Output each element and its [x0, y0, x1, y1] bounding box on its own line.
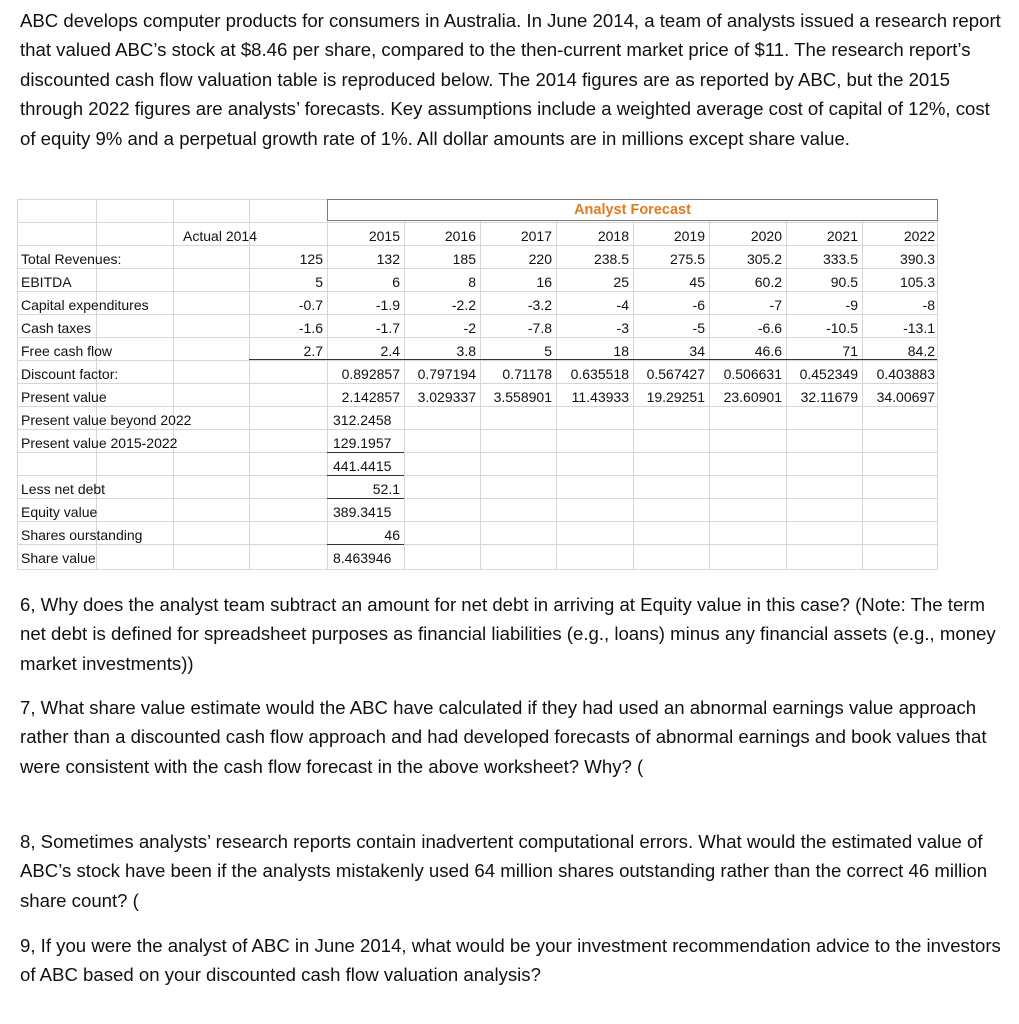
summary-value: 389.3415: [333, 504, 392, 520]
summary-label: Share value: [21, 550, 96, 566]
forecast-value: 25: [613, 274, 629, 290]
forecast-value: -1.9: [375, 297, 400, 313]
forecast-value: 220: [528, 251, 552, 267]
forecast-value: 5: [544, 343, 552, 359]
forecast-value: 71: [842, 343, 858, 359]
forecast-value: -6: [692, 297, 705, 313]
dcf-valuation-table: [17, 199, 938, 570]
summary-value: 312.2458: [333, 412, 392, 428]
forecast-value: -1.7: [375, 320, 400, 336]
net-debt-rule: [327, 498, 404, 499]
forecast-value: 60.2: [754, 274, 782, 290]
summary-value: 441.4415: [333, 458, 392, 474]
forecast-value: 305.2: [746, 251, 782, 267]
row-label: Free cash flow: [21, 343, 113, 359]
forecast-value: 0.71178: [502, 366, 552, 382]
row-label: Capital expenditures: [21, 297, 149, 313]
summary-value: 8.463946: [333, 550, 392, 566]
forecast-value: 18: [613, 343, 629, 359]
forecast-value: -2.2: [451, 297, 476, 313]
forecast-value: -3: [616, 320, 629, 336]
forecast-value: 11.43933: [571, 389, 629, 405]
forecast-value: 90.5: [830, 274, 858, 290]
summary-label: Equity value: [21, 504, 98, 520]
forecast-value: -13.1: [903, 320, 935, 336]
forecast-value: 275.5: [669, 251, 705, 267]
forecast-value: 84.2: [907, 343, 935, 359]
forecast-value: -6.6: [757, 320, 782, 336]
actual-value: 125: [299, 251, 323, 267]
actual-value: -0.7: [298, 297, 323, 313]
actual-value: 2.7: [303, 343, 323, 359]
forecast-value: 34: [689, 343, 705, 359]
forecast-value: 23.60901: [723, 389, 782, 405]
forecast-value: 45: [689, 274, 705, 290]
forecast-value: -10.5: [826, 320, 858, 336]
forecast-value: 19.29251: [646, 389, 705, 405]
year-header: 2021: [826, 228, 858, 244]
forecast-value: 2.142857: [341, 389, 400, 405]
forecast-value: 132: [376, 251, 400, 267]
forecast-value: 32.11679: [800, 389, 858, 405]
forecast-value: 0.452349: [799, 366, 858, 382]
year-header: 2016: [444, 228, 476, 244]
row-label: Discount factor:: [21, 366, 119, 382]
forecast-value: 8: [468, 274, 476, 290]
year-header: 2019: [673, 228, 705, 244]
row-label: Cash taxes: [21, 320, 92, 336]
forecast-value: 3.8: [456, 343, 476, 359]
question-7: 7, What share value estimate would the ABC have calculated if they had used an abnormal earnings value approach rather than a discounted cash flow approach and had developed forecasts of abnormal earnings and book values that were consistent with the cash flow forecast in the above worksheet? Why? (: [20, 697, 987, 777]
forecast-value: 0.403883: [876, 366, 935, 382]
row-label: EBITDA: [21, 274, 72, 290]
forecast-value: 0.506631: [723, 366, 782, 382]
year-header: 2018: [597, 228, 629, 244]
forecast-value: 333.5: [822, 251, 858, 267]
year-header: 2020: [750, 228, 782, 244]
summary-label: Present value 2015-2022: [21, 435, 178, 451]
forecast-value: 16: [536, 274, 552, 290]
forecast-value: 0.567427: [646, 366, 705, 382]
forecast-value: -2: [463, 320, 476, 336]
summary-label: Shares ourstanding: [21, 527, 143, 543]
subtotal-rule: [327, 452, 404, 453]
forecast-value: 34.00697: [876, 389, 935, 405]
question-6: 6, Why does the analyst team subtract an amount for net debt in arriving at Equity value in this case? (Note: The term net debt is defined for spreadsheet purposes as financial liabilities (e.g., loans) minus any financial assets (e.g., money market investments)): [20, 594, 996, 674]
forecast-value: 185: [452, 251, 476, 267]
forecast-value: 0.892857: [341, 366, 400, 382]
year-header: 2017: [520, 228, 552, 244]
year-header: 2022: [903, 228, 935, 244]
question-8: 8, Sometimes analysts’ research reports contain inadvertent computational errors. What would the estimated value of ABC’s stock have been if the analysts mistakenly used 64 million shares outstanding rather than the correct 46 million share count? (: [20, 831, 988, 911]
forecast-value: -5: [692, 320, 705, 336]
forecast-value: 0.797194: [417, 366, 476, 382]
forecast-value: -7.8: [527, 320, 552, 336]
row-label: Total Revenues:: [21, 251, 122, 267]
summary-label: Less net debt: [21, 481, 106, 497]
forecast-value: 6: [392, 274, 400, 290]
summary-value: 46: [384, 527, 400, 543]
year-header: 2015: [368, 228, 400, 244]
forecast-value: 390.3: [899, 251, 935, 267]
forecast-value: -3.2: [527, 297, 552, 313]
forecast-value: -4: [616, 297, 629, 313]
total-rule: [327, 475, 404, 476]
forecast-value: 0.635518: [570, 366, 629, 382]
summary-value: 52.1: [372, 481, 400, 497]
actual-value: -1.6: [298, 320, 323, 336]
actual-header: Actual 2014: [183, 228, 257, 244]
forecast-header: Analyst Forecast: [574, 202, 691, 218]
forecast-value: -7: [769, 297, 782, 313]
forecast-value: 105.3: [899, 274, 935, 290]
summary-label: Present value beyond 2022: [21, 412, 192, 428]
forecast-value: 2.4: [380, 343, 400, 359]
row-label: Present value: [21, 389, 107, 405]
forecast-value: -8: [922, 297, 935, 313]
actual-value: 5: [315, 274, 323, 290]
intro-paragraph: ABC develops computer products for consumers in Australia. In June 2014, a team of analysts issued a research report that valued ABC’s stock at $8.46 per share, compared to the then-current market price of $11. The research report’s discounted cash flow valuation table is reproduced below. The 2014 figures are as reported by ABC, but the 2015 through 2022 figures are analysts’ forecasts. Key assumptions include a weighted average cost of capital of 12%, cost of equity 9% and a perpetual growth rate of 1%. All dollar amounts are in millions except share value.: [20, 10, 1001, 149]
forecast-value: 238.5: [593, 251, 629, 267]
summary-value: 129.1957: [333, 435, 392, 451]
forecast-value: 46.6: [754, 343, 782, 359]
shares-rule: [327, 544, 404, 545]
forecast-value: 3.029337: [417, 389, 476, 405]
question-9: 9, If you were the analyst of ABC in June 2014, what would be your investment recommendation advice to the investors of ABC based on your discounted cash flow valuation analysis?: [20, 935, 1001, 986]
forecast-value: -9: [845, 297, 858, 313]
forecast-value: 3.558901: [493, 389, 552, 405]
